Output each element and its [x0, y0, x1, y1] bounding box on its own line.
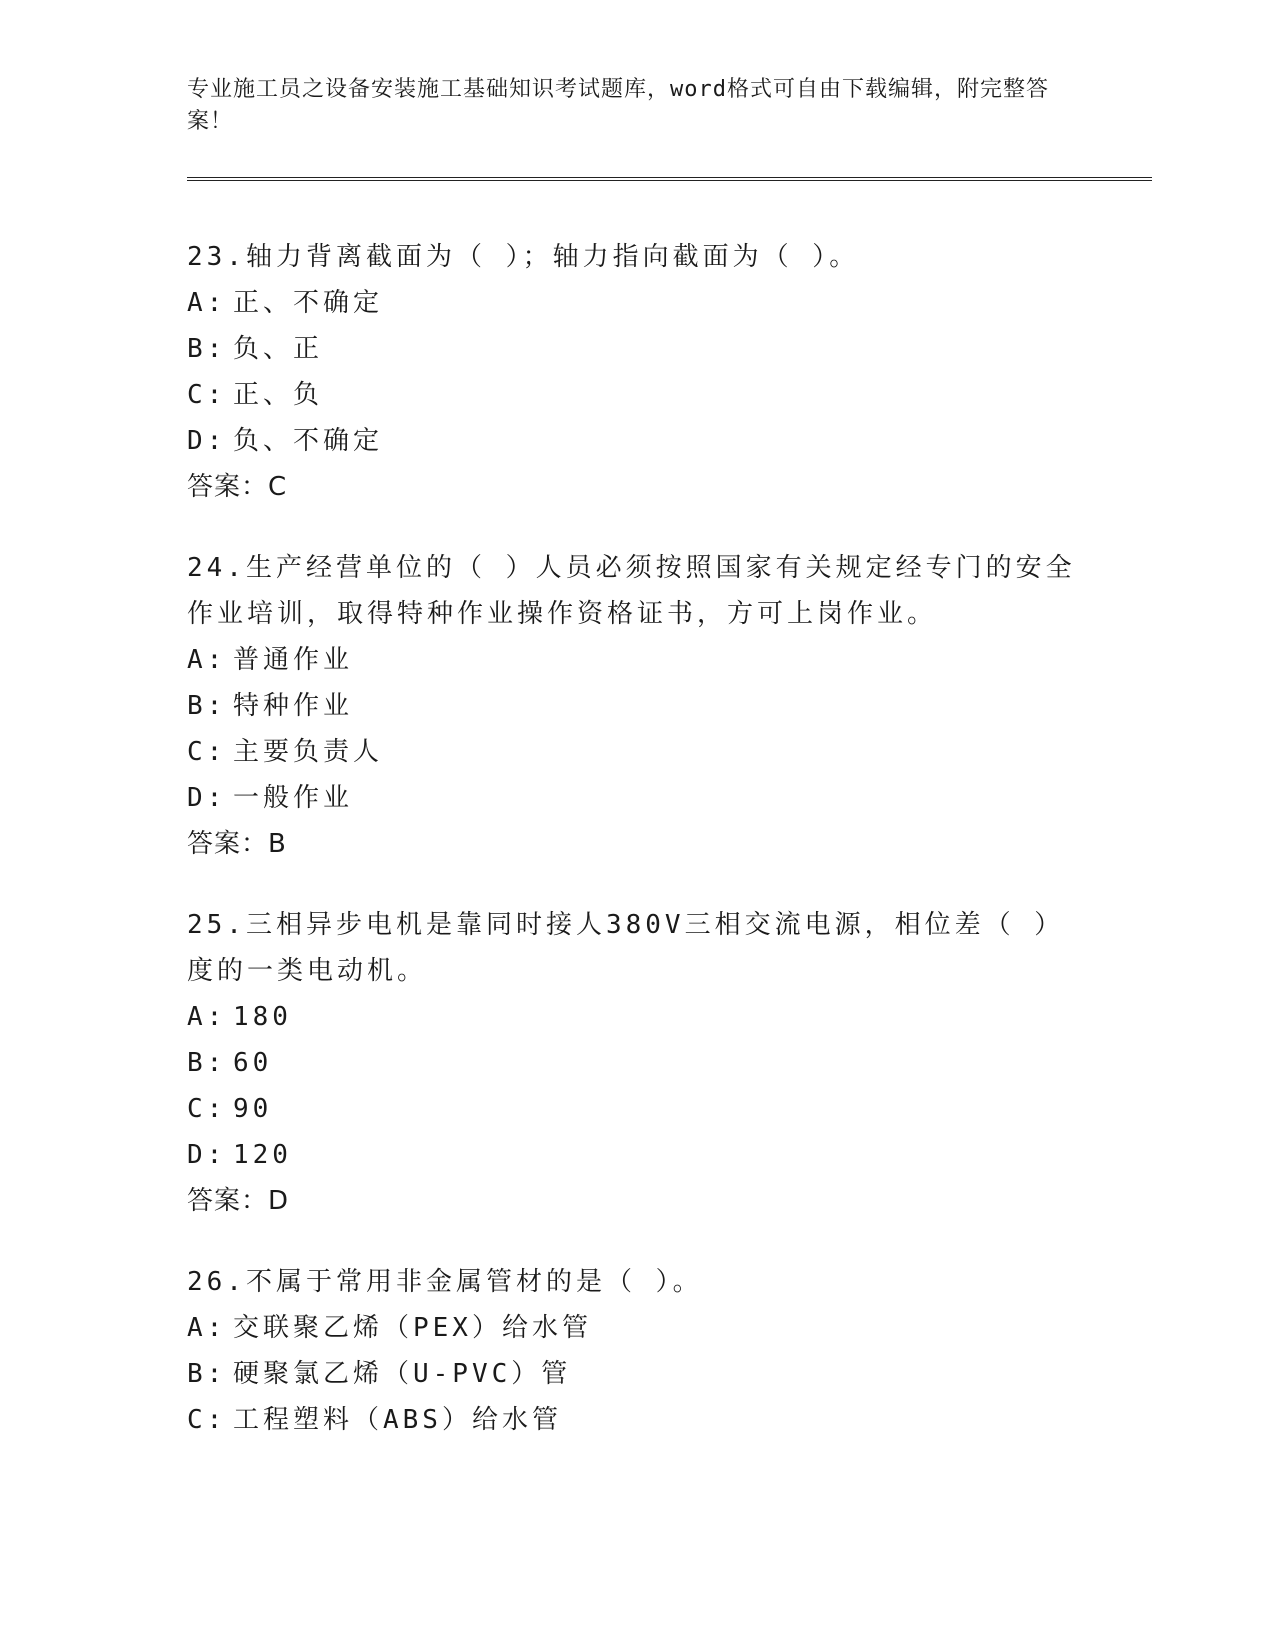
answer-line: 答案：C [187, 472, 288, 502]
question-25 [187, 902, 1087, 1224]
option-text: 特种作业 [233, 691, 354, 721]
question-stem: 24.生产经营单位的（ ）人员必须按照国家有关规定经专门的安全作业培训，取得特种作业操作资格证书，方可上岗作业。 [187, 553, 1076, 629]
option-letter: A: [187, 288, 227, 318]
option-letter: B: [187, 1359, 227, 1389]
question-stem: 23.轴力背离截面为（ ）；轴力指向截面为（ ）。 [187, 242, 860, 272]
option-text: 60 [233, 1048, 273, 1078]
question-stem: 26.不属于常用非金属管材的是（ ）。 [187, 1267, 703, 1297]
option-c [187, 1086, 1087, 1132]
option-d [187, 1132, 1087, 1178]
header-double-rule [187, 177, 1152, 181]
answer-line: 答案：B [187, 829, 287, 859]
question-23 [187, 234, 1087, 510]
question-26 [187, 1259, 1087, 1443]
option-letter: C: [187, 737, 227, 767]
option-text: 正、不确定 [233, 288, 384, 318]
option-d [187, 775, 1087, 821]
option-b [187, 1351, 1087, 1397]
option-letter: D: [187, 1140, 227, 1170]
option-a [187, 637, 1087, 683]
option-text: 一般作业 [233, 783, 354, 813]
option-letter: A: [187, 1313, 227, 1343]
option-text: 90 [233, 1094, 273, 1124]
option-letter: A: [187, 645, 227, 675]
option-c [187, 729, 1087, 775]
answer-line: 答案：D [187, 1186, 290, 1216]
document-header: 专业施工员之设备安装施工基础知识考试题库，word格式可自由下载编辑，附完整答案！ [187, 77, 1049, 134]
option-c [187, 372, 1087, 418]
question-24 [187, 545, 1087, 867]
question-list [187, 234, 1087, 1478]
option-letter: A: [187, 1002, 227, 1032]
option-text: 负、不确定 [233, 426, 384, 456]
option-text: 180 [233, 1002, 292, 1032]
option-a [187, 994, 1087, 1040]
option-text: 负、正 [233, 334, 324, 364]
option-b [187, 683, 1087, 729]
option-text: 交联聚乙烯（PEX）给水管 [233, 1313, 592, 1343]
option-a [187, 1305, 1087, 1351]
option-text: 120 [233, 1140, 292, 1170]
option-text: 工程塑料（ABS）给水管 [233, 1405, 562, 1435]
option-letter: C: [187, 380, 227, 410]
option-d [187, 418, 1087, 464]
option-b [187, 1040, 1087, 1086]
question-stem: 25.三相异步电机是靠同时接人380V三相交流电源，相位差（ ）度的一类电动机。 [187, 910, 1065, 986]
option-text: 普通作业 [233, 645, 354, 675]
option-letter: B: [187, 1048, 227, 1078]
option-letter: B: [187, 334, 227, 364]
option-a [187, 280, 1087, 326]
option-letter: C: [187, 1405, 227, 1435]
option-text: 主要负责人 [233, 737, 384, 767]
option-letter: D: [187, 783, 227, 813]
option-letter: C: [187, 1094, 227, 1124]
option-text: 正、负 [233, 380, 324, 410]
option-text: 硬聚氯乙烯（U-PVC）管 [233, 1359, 572, 1389]
option-c [187, 1397, 1087, 1443]
option-letter: D: [187, 426, 227, 456]
option-b [187, 326, 1087, 372]
option-letter: B: [187, 691, 227, 721]
